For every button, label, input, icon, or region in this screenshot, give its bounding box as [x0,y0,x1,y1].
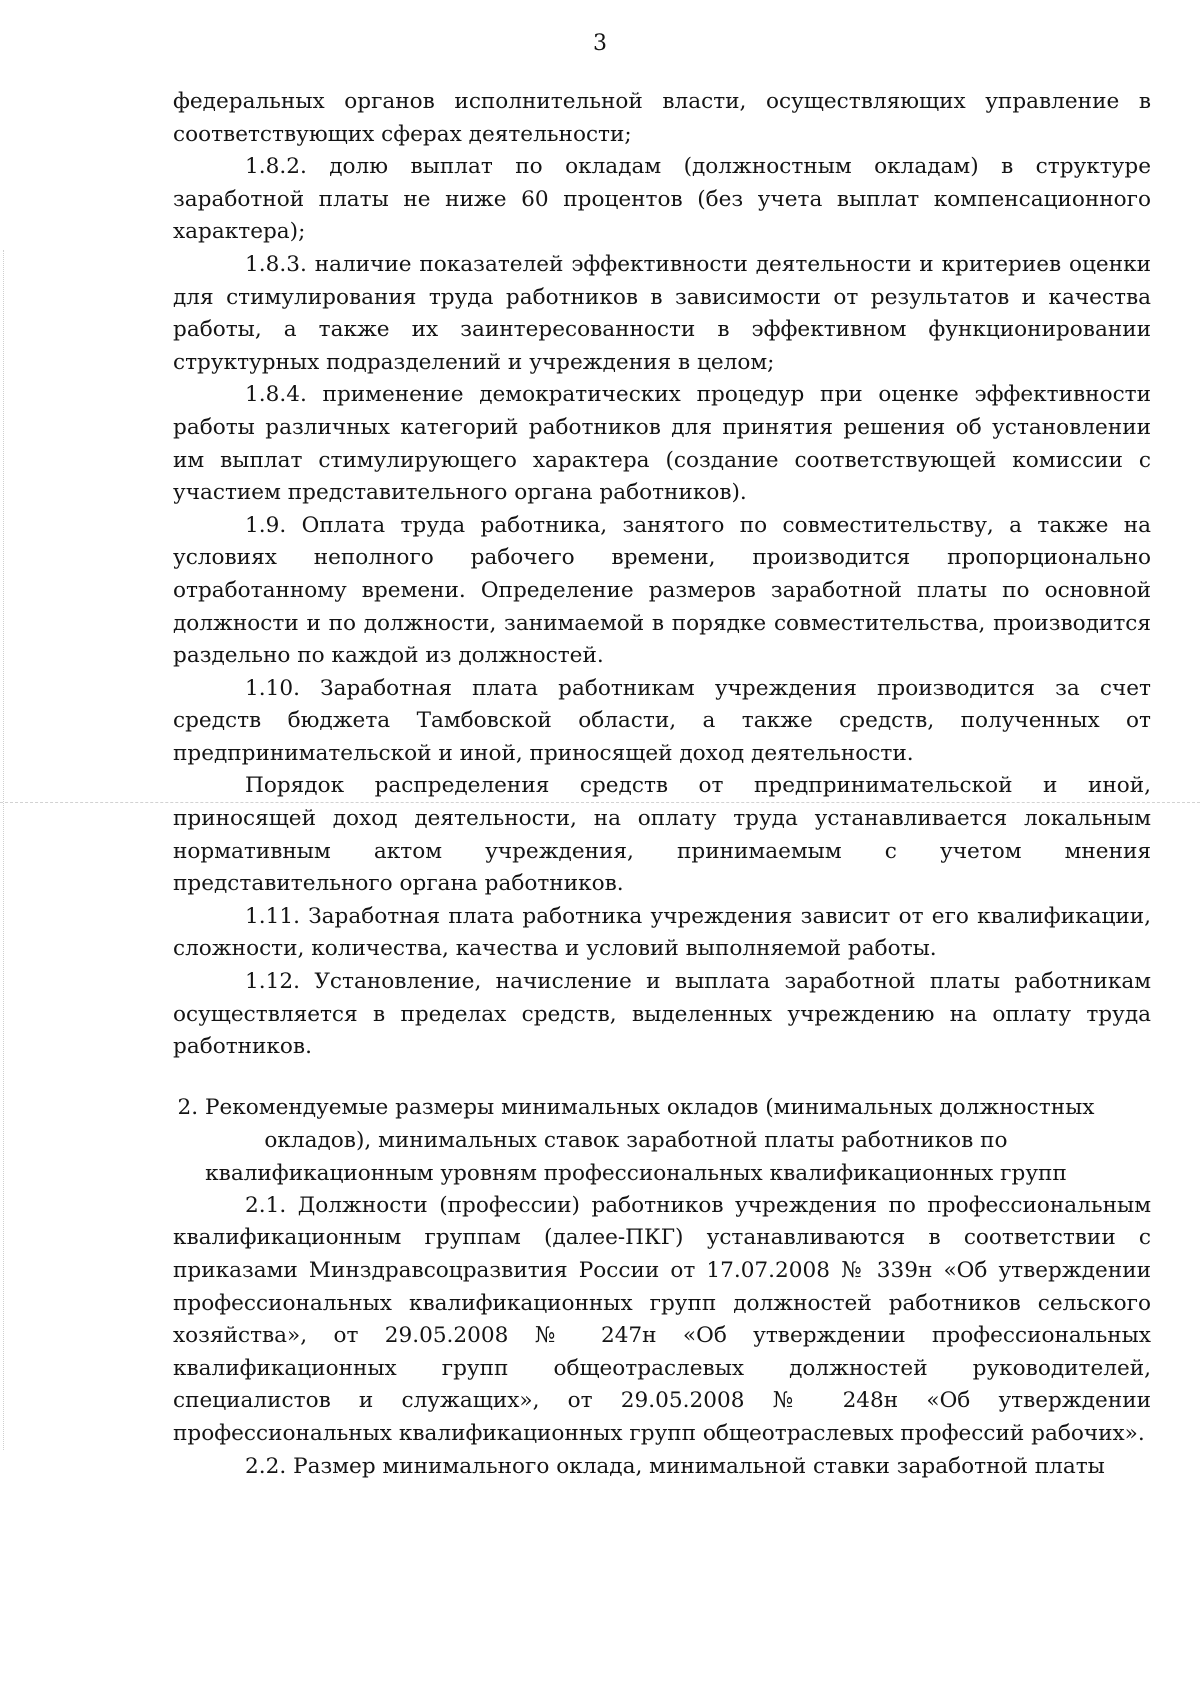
page-number: 3 [593,31,607,56]
paragraph-2-1: 2.1. Должности (профессии) работников учреждения по профессиональным квалификационным группам (далее-ПКГ) устанавливаются в соответствии с приказами Минздравсоцразвития России от 17.07.2008 № 339н «Об утверждении профессиональных квалификационных групп должностей работников сельского хозяйства», от 29.05.2008 № 247н «Об утверждении профессиональных квалификационных групп общеотраслевых должностей руководителей, специалистов и служащих», от 29.05.2008 № 248н «Об утверждении профессиональных квалификационных групп общеотраслевых профессий рабочих». [173,1192,1151,1446]
section-2-heading: 2. Рекомендуемые размеры минимальных окладов (минимальных должностных окладов), минимальных ставок заработной платы работников по квалификационным уровням профессиональных квалификационных групп [177,1094,1095,1186]
paragraph-1-11: 1.11. Заработная плата работника учреждения зависит от его квалификации, сложности, количества, качества и условий выполняемой работы. [173,903,1151,962]
paragraph-1-12: 1.12. Установление, начисление и выплата заработной платы работникам осуществляется в пределах средств, выделенных учреждению на оплату труда работников. [173,969,1151,1060]
paragraph-1-8-4: 1.8.4. применение демократических процедур при оценке эффективности работы различных категорий работников для принятия решения об установлении им выплат стимулирующего характера (создание соответствующей комиссии с участием представительного органа работников). [173,382,1151,506]
paragraph-continuation: федеральных органов исполнительной власти, осуществляющих управление в соответствующих сферах деятельности; [173,89,1151,147]
paragraph-1-8-2: 1.8.2. долю выплат по окладам (должностным окладам) в структуре заработной платы не ниже 60 процентов (без учета выплат компенсационного характера); [173,154,1151,245]
paragraph-1-10: 1.10. Заработная плата работникам учреждения производится за счет средств бюджета Тамбовской области, а также средств, полученных от предпринимательской и иной, приносящей доход деятельности. [173,675,1151,766]
paragraph-1-9: 1.9. Оплата труда работника, занятого по совместительству, а также на условиях неполного рабочего времени, производится пропорционально отработанному времени. Определение размеров заработной платы по основной должности и по должности, занимаемой в порядке совместительства, производится раздельно по каждой из должностей. [173,512,1151,669]
paragraph-2-2: 2.2. Размер минимального оклада, минимальной ставки заработной платы [245,1453,1105,1479]
paragraph-1-8-3: 1.8.3. наличие показателей эффективности деятельности и критериев оценки для стимулирования труда работников в зависимости от результатов и качества работы, а также их заинтересованности в эффективном функционировании структурных подразделений и учреждения в целом; [173,251,1151,375]
scan-edge-mark [3,250,5,1450]
paragraph-distribution-order: Порядок распределения средств от предпринимательской и иной, приносящей доход деятельности, на оплату труда устанавливается локальным нормативным актом учреждения, принимаемым с учетом мнения представительного органа работников. [173,773,1151,897]
document-body [173,86,1151,1483]
